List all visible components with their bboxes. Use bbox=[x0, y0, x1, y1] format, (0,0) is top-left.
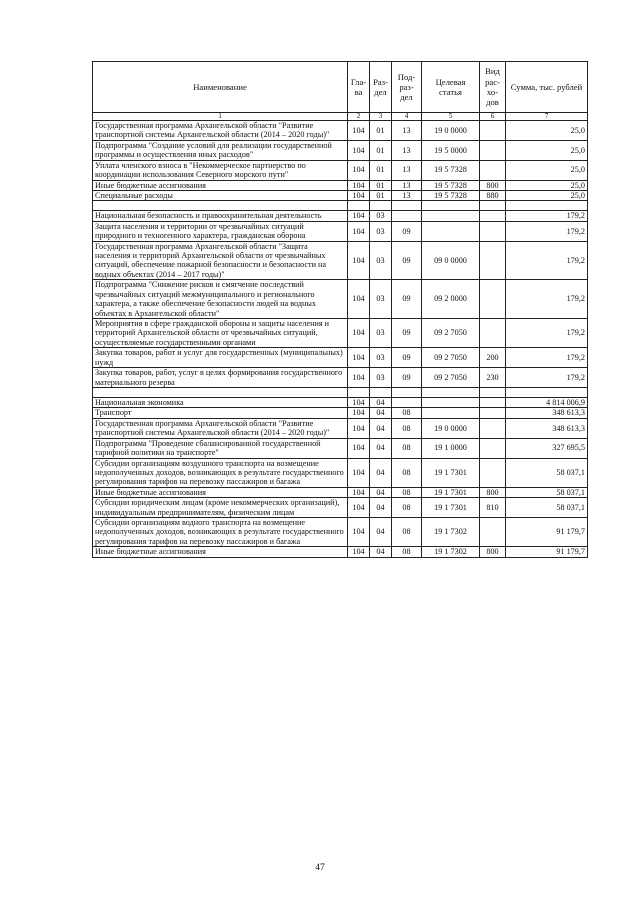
row-glava: 104 bbox=[348, 280, 370, 319]
row-sum: 179,2 bbox=[506, 368, 588, 388]
row-name: Закупка товаров, работ, услуг в целях формирования государственного материального резерва bbox=[93, 368, 348, 388]
row-podrazdel: 13 bbox=[392, 180, 422, 190]
table-row bbox=[93, 348, 588, 368]
row-razdel: 03 bbox=[370, 221, 392, 241]
row-statya: 19 1 7301 bbox=[422, 498, 480, 518]
row-sum: 91 179,7 bbox=[506, 547, 588, 557]
row-name: Подпрограмма "Проведение сбалансированной государственной тарифной политики на транспорте" bbox=[93, 438, 348, 458]
table-row bbox=[93, 190, 588, 200]
row-name: Транспорт bbox=[93, 408, 348, 418]
row-glava: 104 bbox=[348, 140, 370, 160]
row-sum: 25,0 bbox=[506, 190, 588, 200]
row-statya: 19 5 0000 bbox=[422, 140, 480, 160]
row-name: Субсидии организациям водного транспорта на возмещение недополученных доходов, возникающих в результате государственного регулирования тарифов на перевозку пассажиров и багажа bbox=[93, 518, 348, 547]
table-row bbox=[93, 241, 588, 280]
row-razdel: 04 bbox=[370, 518, 392, 547]
row-glava: 104 bbox=[348, 348, 370, 368]
row-vid bbox=[480, 518, 506, 547]
row-name: Уплата членского взноса в "Некоммерческое партнерство по координации использования Северного морского пути" bbox=[93, 160, 348, 180]
row-vid: 880 bbox=[480, 190, 506, 200]
row-podrazdel: 08 bbox=[392, 518, 422, 547]
row-glava: 104 bbox=[348, 487, 370, 497]
table-body bbox=[93, 121, 588, 558]
table-row bbox=[93, 160, 588, 180]
row-podrazdel bbox=[392, 211, 422, 221]
table-row bbox=[93, 368, 588, 388]
header-glava: Гла-ва bbox=[348, 62, 370, 113]
row-statya: 19 5 7328 bbox=[422, 190, 480, 200]
row-razdel: 01 bbox=[370, 180, 392, 190]
row-razdel: 04 bbox=[370, 408, 392, 418]
row-glava: 104 bbox=[348, 498, 370, 518]
row-name: Иные бюджетные ассигнования bbox=[93, 487, 348, 497]
row-razdel: 01 bbox=[370, 121, 392, 141]
row-sum: 58 037,1 bbox=[506, 458, 588, 487]
row-statya: 09 2 7050 bbox=[422, 319, 480, 348]
table-row bbox=[93, 418, 588, 438]
row-sum: 25,0 bbox=[506, 180, 588, 190]
row-statya: 19 5 7328 bbox=[422, 160, 480, 180]
column-number: 6 bbox=[480, 113, 506, 121]
row-razdel: 04 bbox=[370, 458, 392, 487]
row-razdel: 04 bbox=[370, 498, 392, 518]
table-row bbox=[93, 408, 588, 418]
row-statya: 09 2 7050 bbox=[422, 368, 480, 388]
table-row bbox=[93, 547, 588, 557]
empty-cell bbox=[422, 387, 480, 397]
row-podrazdel: 13 bbox=[392, 160, 422, 180]
page-number: 47 bbox=[315, 863, 325, 873]
header-name: Наименование bbox=[93, 62, 348, 113]
row-razdel: 03 bbox=[370, 348, 392, 368]
empty-cell bbox=[506, 201, 588, 211]
row-razdel: 03 bbox=[370, 368, 392, 388]
row-vid bbox=[480, 211, 506, 221]
row-podrazdel: 09 bbox=[392, 221, 422, 241]
row-podrazdel: 13 bbox=[392, 121, 422, 141]
row-glava: 104 bbox=[348, 180, 370, 190]
column-number: 4 bbox=[392, 113, 422, 121]
row-razdel: 03 bbox=[370, 211, 392, 221]
row-razdel: 01 bbox=[370, 140, 392, 160]
row-statya bbox=[422, 408, 480, 418]
row-podrazdel: 09 bbox=[392, 368, 422, 388]
row-sum: 179,2 bbox=[506, 319, 588, 348]
row-statya: 09 2 0000 bbox=[422, 280, 480, 319]
table-row bbox=[93, 498, 588, 518]
row-vid: 800 bbox=[480, 547, 506, 557]
row-glava: 104 bbox=[348, 408, 370, 418]
row-podrazdel: 08 bbox=[392, 418, 422, 438]
row-glava: 104 bbox=[348, 438, 370, 458]
row-vid bbox=[480, 221, 506, 241]
row-vid bbox=[480, 319, 506, 348]
row-sum: 179,2 bbox=[506, 280, 588, 319]
row-sum: 327 695,5 bbox=[506, 438, 588, 458]
row-vid: 810 bbox=[480, 498, 506, 518]
row-razdel: 04 bbox=[370, 487, 392, 497]
row-sum: 91 179,7 bbox=[506, 518, 588, 547]
spacer-row bbox=[93, 387, 588, 397]
empty-cell bbox=[392, 387, 422, 397]
table-row bbox=[93, 319, 588, 348]
row-razdel: 04 bbox=[370, 418, 392, 438]
row-sum: 58 037,1 bbox=[506, 498, 588, 518]
row-name: Субсидии организациям воздушного транспорта на возмещение недополученных доходов, возникающих в результате государственного регулирования тарифов на перевозку пассажиров и багажа bbox=[93, 458, 348, 487]
table-row bbox=[93, 438, 588, 458]
row-sum: 179,2 bbox=[506, 241, 588, 280]
row-statya: 19 1 7301 bbox=[422, 458, 480, 487]
row-vid: 800 bbox=[480, 180, 506, 190]
row-glava: 104 bbox=[348, 319, 370, 348]
row-glava: 104 bbox=[348, 518, 370, 547]
row-statya: 19 0 0000 bbox=[422, 418, 480, 438]
row-podrazdel: 08 bbox=[392, 547, 422, 557]
empty-cell bbox=[392, 201, 422, 211]
row-podrazdel: 08 bbox=[392, 438, 422, 458]
column-number: 2 bbox=[348, 113, 370, 121]
row-vid bbox=[480, 458, 506, 487]
row-sum: 25,0 bbox=[506, 140, 588, 160]
header-podrazdel: Под-раз-дел bbox=[392, 62, 422, 113]
column-number: 7 bbox=[506, 113, 588, 121]
row-podrazdel: 08 bbox=[392, 487, 422, 497]
row-vid bbox=[480, 408, 506, 418]
row-name: Подпрограмма "Снижение рисков и смягчение последствий чрезвычайных ситуаций межмуниципального и регионального характера, а также обеспечение безопасности людей на водных объектах в Архангельской области" bbox=[93, 280, 348, 319]
table-row bbox=[93, 221, 588, 241]
header-statya: Целевая статья bbox=[422, 62, 480, 113]
table-row bbox=[93, 211, 588, 221]
row-sum: 179,2 bbox=[506, 211, 588, 221]
row-name: Закупка товаров, работ и услуг для государственных (муниципальных) нужд bbox=[93, 348, 348, 368]
row-vid bbox=[480, 438, 506, 458]
row-statya: 09 0 0000 bbox=[422, 241, 480, 280]
row-name: Национальная экономика bbox=[93, 397, 348, 407]
table-row bbox=[93, 458, 588, 487]
row-sum: 348 613,3 bbox=[506, 418, 588, 438]
row-glava: 104 bbox=[348, 160, 370, 180]
row-glava: 104 bbox=[348, 368, 370, 388]
row-sum: 25,0 bbox=[506, 160, 588, 180]
table-row bbox=[93, 487, 588, 497]
row-statya: 19 0 0000 bbox=[422, 121, 480, 141]
row-glava: 104 bbox=[348, 547, 370, 557]
row-glava: 104 bbox=[348, 397, 370, 407]
empty-cell bbox=[480, 387, 506, 397]
row-name: Специальные расходы bbox=[93, 190, 348, 200]
empty-cell bbox=[370, 387, 392, 397]
row-razdel: 04 bbox=[370, 547, 392, 557]
row-name: Иные бюджетные ассигнования bbox=[93, 547, 348, 557]
row-razdel: 04 bbox=[370, 397, 392, 407]
empty-cell bbox=[422, 201, 480, 211]
table-row bbox=[93, 518, 588, 547]
row-name: Субсидии юридическим лицам (кроме некоммерческих организаций), индивидуальным предпринимателям, физическим лицам bbox=[93, 498, 348, 518]
row-razdel: 01 bbox=[370, 190, 392, 200]
row-vid bbox=[480, 397, 506, 407]
row-razdel: 03 bbox=[370, 280, 392, 319]
row-name: Государственная программа Архангельской области "Защита населения и территорий Архангельской области от чрезвычайных ситуаций, обеспечение пожарной безопасности и безопасности на водных объектах (2014 – 2017 годы)" bbox=[93, 241, 348, 280]
row-podrazdel: 08 bbox=[392, 498, 422, 518]
row-name: Иные бюджетные ассигнования bbox=[93, 180, 348, 190]
spacer-row bbox=[93, 201, 588, 211]
row-sum: 179,2 bbox=[506, 348, 588, 368]
row-statya bbox=[422, 211, 480, 221]
header-vid: Вид рас-хо-дов bbox=[480, 62, 506, 113]
header-razdel: Раз-дел bbox=[370, 62, 392, 113]
row-sum: 179,2 bbox=[506, 221, 588, 241]
row-podrazdel: 09 bbox=[392, 348, 422, 368]
row-razdel: 01 bbox=[370, 160, 392, 180]
empty-cell bbox=[93, 201, 348, 211]
row-razdel: 04 bbox=[370, 438, 392, 458]
row-glava: 104 bbox=[348, 241, 370, 280]
column-number: 1 bbox=[93, 113, 348, 121]
row-glava: 104 bbox=[348, 211, 370, 221]
row-glava: 104 bbox=[348, 221, 370, 241]
table-row bbox=[93, 280, 588, 319]
column-number-row bbox=[93, 113, 588, 121]
table-row bbox=[93, 397, 588, 407]
row-vid bbox=[480, 280, 506, 319]
empty-cell bbox=[93, 387, 348, 397]
row-statya: 19 1 7302 bbox=[422, 547, 480, 557]
table-row bbox=[93, 121, 588, 141]
row-vid bbox=[480, 241, 506, 280]
row-podrazdel: 13 bbox=[392, 190, 422, 200]
row-vid bbox=[480, 418, 506, 438]
row-vid: 800 bbox=[480, 487, 506, 497]
row-sum: 58 037,1 bbox=[506, 487, 588, 497]
table-row bbox=[93, 180, 588, 190]
row-statya: 19 1 7302 bbox=[422, 518, 480, 547]
row-vid bbox=[480, 160, 506, 180]
row-vid bbox=[480, 140, 506, 160]
row-podrazdel bbox=[392, 397, 422, 407]
row-razdel: 03 bbox=[370, 241, 392, 280]
column-number: 3 bbox=[370, 113, 392, 121]
row-podrazdel: 09 bbox=[392, 319, 422, 348]
empty-cell bbox=[480, 201, 506, 211]
row-name: Подпрограмма "Создание условий для реализации государственной программы и осуществления иных расходов" bbox=[93, 140, 348, 160]
row-name: Государственная программа Архангельской области "Развитие транспортной системы Архангельской области (2014 – 2020 годы)" bbox=[93, 418, 348, 438]
row-name: Государственная программа Архангельской области "Развитие транспортной системы Архангельской области (2014 – 2020 годы)" bbox=[93, 121, 348, 141]
row-name: Защита населения и территории от чрезвычайных ситуаций природного и техногенного характера, гражданская оборона bbox=[93, 221, 348, 241]
row-podrazdel: 09 bbox=[392, 280, 422, 319]
row-podrazdel: 08 bbox=[392, 458, 422, 487]
row-podrazdel: 09 bbox=[392, 241, 422, 280]
row-vid bbox=[480, 121, 506, 141]
row-podrazdel: 13 bbox=[392, 140, 422, 160]
empty-cell bbox=[506, 387, 588, 397]
row-statya: 09 2 7050 bbox=[422, 348, 480, 368]
row-sum: 25,0 bbox=[506, 121, 588, 141]
row-sum: 4 814 006,9 bbox=[506, 397, 588, 407]
row-statya bbox=[422, 221, 480, 241]
table-row bbox=[93, 140, 588, 160]
row-statya: 19 5 7328 bbox=[422, 180, 480, 190]
empty-cell bbox=[370, 201, 392, 211]
header-sum: Сумма, тыс. рублей bbox=[506, 62, 588, 113]
header-row bbox=[93, 62, 588, 113]
row-vid: 230 bbox=[480, 368, 506, 388]
row-statya: 19 1 7301 bbox=[422, 487, 480, 497]
row-statya: 19 1 0000 bbox=[422, 438, 480, 458]
column-number: 5 bbox=[422, 113, 480, 121]
row-name: Национальная безопасность и правоохранительная деятельность bbox=[93, 211, 348, 221]
row-glava: 104 bbox=[348, 190, 370, 200]
row-glava: 104 bbox=[348, 418, 370, 438]
row-vid: 200 bbox=[480, 348, 506, 368]
row-sum: 348 613,3 bbox=[506, 408, 588, 418]
row-statya bbox=[422, 397, 480, 407]
row-glava: 104 bbox=[348, 121, 370, 141]
row-podrazdel: 08 bbox=[392, 408, 422, 418]
empty-cell bbox=[348, 201, 370, 211]
row-glava: 104 bbox=[348, 458, 370, 487]
row-name: Мероприятия в сфере гражданской обороны и защиты населения и территорий Архангельской области от чрезвычайных ситуаций, осуществляемые государственными органами bbox=[93, 319, 348, 348]
empty-cell bbox=[348, 387, 370, 397]
budget-table bbox=[92, 61, 588, 558]
row-razdel: 03 bbox=[370, 319, 392, 348]
